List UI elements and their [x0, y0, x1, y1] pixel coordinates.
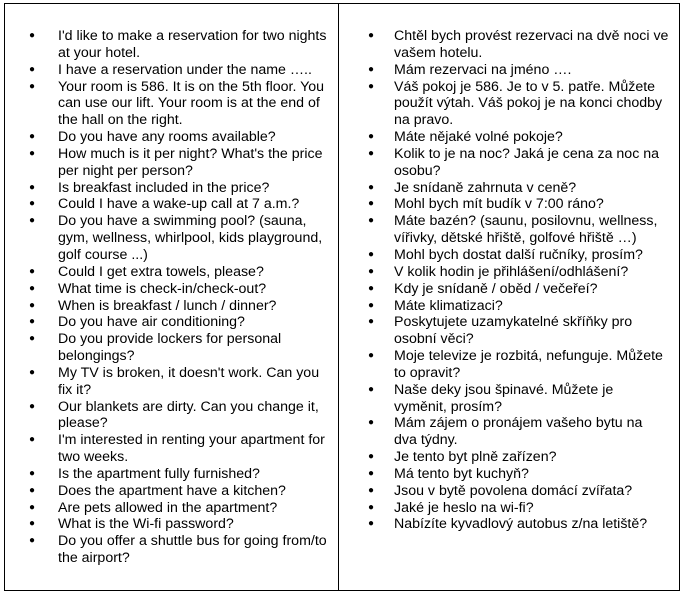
list-item: ● Máte nějaké volné pokoje? — [339, 129, 679, 146]
list-item: ● What is the Wi-fi password? — [5, 516, 338, 533]
list-item: ● Poskytujete uzamykatelné skříňky pro osobní věci? — [339, 314, 679, 348]
czech-column — [339, 4, 679, 590]
list-item: ● Nabízíte kyvadlový autobus z/na letiště? — [339, 516, 679, 533]
list-item: ● Je tento byt plně zařízen? — [339, 449, 679, 466]
list-item: ● Do you provide lockers for personal belongings? — [5, 331, 338, 365]
list-item: ● My TV is broken, it doesn't work. Can you fix it? — [5, 365, 338, 399]
list-item: ● Máte bazén? (saunu, posilovnu, wellness, vířivky, dětské hřiště, golfové hřiště …) — [339, 213, 679, 247]
list-item: ● Could I have a wake-up call at 7 a.m.? — [5, 196, 338, 213]
phrase-table — [4, 3, 680, 591]
list-item: ● Váš pokoj je 586. Je to v 5. patře. Můžete použít výtah. Váš pokoj je na konci chodby na pravo. — [339, 79, 679, 130]
list-item: ● Máte klimatizaci? — [339, 298, 679, 315]
list-item: ● Do you have a swimming pool? (sauna, gym, wellness, whirlpool, kids playground, golf course ...) — [5, 213, 338, 264]
list-item: ● Is breakfast included in the price? — [5, 180, 338, 197]
list-item: ● Kolik to je na noc? Jaká je cena za noc na osobu? — [339, 146, 679, 180]
list-item: ● Is the apartment fully furnished? — [5, 466, 338, 483]
list-item: ● Naše deky jsou špinavé. Můžete je vyměnit, prosím? — [339, 382, 679, 416]
list-item: ● Do you have air conditioning? — [5, 314, 338, 331]
list-item: ● Your room is 586. It is on the 5th floor. You can use our lift. Your room is at the end of the hall on the right. — [5, 79, 338, 130]
list-item: ● How much is it per night? What's the price per night per person? — [5, 146, 338, 180]
list-item: ● V kolik hodin je přihlášení/odhlášení? — [339, 264, 679, 281]
list-item: ● I'm interested in renting your apartment for two weeks. — [5, 432, 338, 466]
list-item: ● Do you have any rooms available? — [5, 129, 338, 146]
list-item: ● Moje televize je rozbitá, nefunguje. Můžete to opravit? — [339, 348, 679, 382]
list-item: ● Are pets allowed in the apartment? — [5, 500, 338, 517]
list-item: ● Mám rezervaci na jméno …. — [339, 62, 679, 79]
list-item: ● Chtěl bych provést rezervaci na dvě noci ve vašem hotelu. — [339, 28, 679, 62]
list-item: ● Mám zájem o pronájem vašeho bytu na dva týdny. — [339, 415, 679, 449]
list-item: ● Má tento byt kuchyň? — [339, 466, 679, 483]
list-item: ● Kdy je snídaně / oběd / večeřeí? — [339, 281, 679, 298]
list-item: ● Our blankets are dirty. Can you change it, please? — [5, 399, 338, 433]
list-item: ● Jaké je heslo na wi-fi? — [339, 500, 679, 517]
list-item: ● Do you offer a shuttle bus for going from/to the airport? — [5, 533, 338, 567]
list-item: ● I'd like to make a reservation for two nights at your hotel. — [5, 28, 338, 62]
list-item: ● Does the apartment have a kitchen? — [5, 483, 338, 500]
list-item: ● Mohl bych mít budík v 7:00 ráno? — [339, 196, 679, 213]
czech-phrase-list — [339, 28, 679, 533]
english-phrase-list — [5, 28, 338, 567]
list-item: ● Jsou v bytě povolena domácí zvířata? — [339, 483, 679, 500]
list-item: ● I have a reservation under the name ….. — [5, 62, 338, 79]
list-item: ● What time is check-in/check-out? — [5, 281, 338, 298]
list-item: ● Je snídaně zahrnuta v ceně? — [339, 180, 679, 197]
list-item: ● Mohl bych dostat další ručníky, prosím? — [339, 247, 679, 264]
english-column — [5, 4, 339, 590]
list-item: ● When is breakfast / lunch / dinner? — [5, 298, 338, 315]
list-item: ● Could I get extra towels, please? — [5, 264, 338, 281]
